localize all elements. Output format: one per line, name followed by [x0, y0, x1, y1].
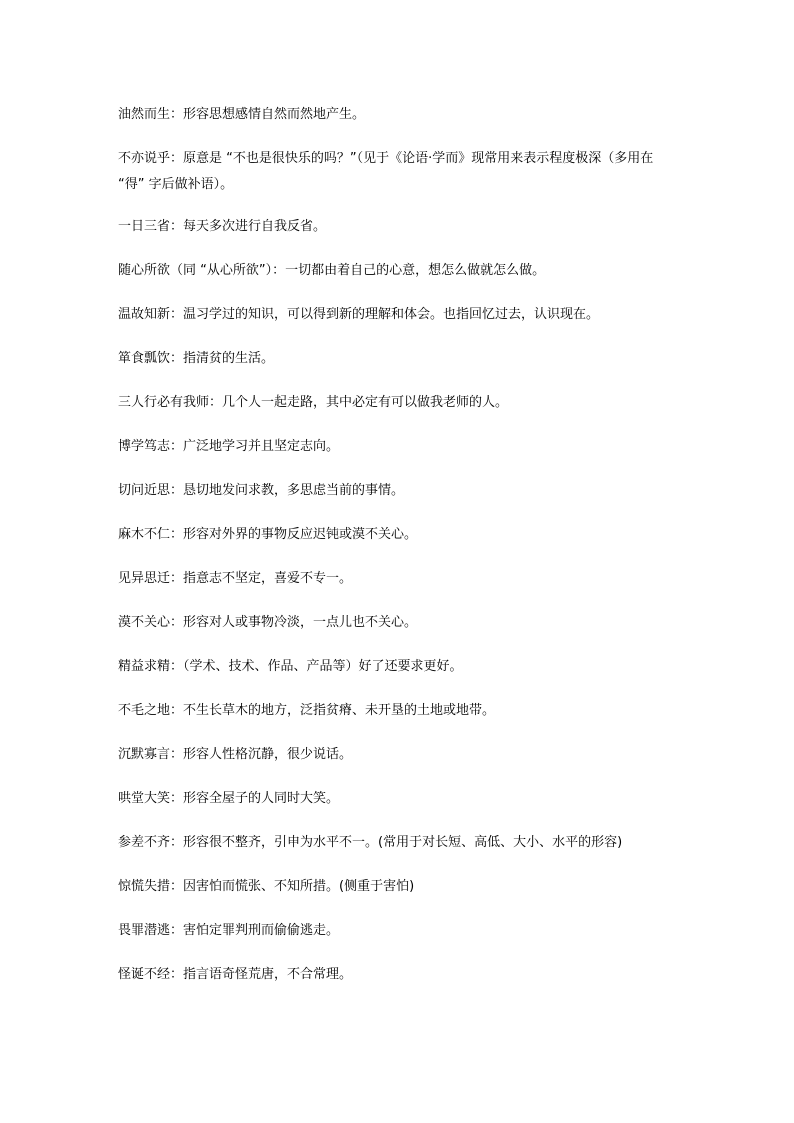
- idiom-entry: 沉默寡言：形容人性格沉静，很少说话。: [118, 747, 353, 762]
- idiom-entry: 博学笃志：广泛地学习并且坚定志向。: [118, 439, 340, 454]
- idiom-entry: 随心所欲（同 “从心所欲”）：一切都由着自己的心意，想怎么做就怎么做。: [118, 263, 546, 278]
- idiom-entry: 怪诞不经：指言语奇怪荒唐，不合常理。: [118, 967, 353, 982]
- idiom-entry: 温故知新：温习学过的知识，可以得到新的理解和体会。也指回忆过去，认识现在。: [118, 307, 600, 322]
- idiom-entry: 箪食瓢饮：指清贫的生活。: [118, 351, 275, 366]
- idiom-entry: 麻木不仁：形容对外界的事物反应迟钝或漠不关心。: [118, 527, 418, 542]
- idiom-entry: 哄堂大笑：形容全屋子的人同时大笑。: [118, 791, 340, 806]
- idiom-entry: 不毛之地：不生长草木的地方，泛指贫瘠、未开垦的土地或地带。: [118, 703, 496, 718]
- idiom-entry: 切问近思：恳切地发问求教，多思虑当前的事情。: [118, 483, 405, 498]
- idiom-entry: 不亦说乎：原意是 “不也是很快乐的吗？”（见于《论语·学而》现常用来表示程度极深（多用在 “得” 字后做补语）。: [118, 151, 654, 192]
- idiom-entry: 油然而生：形容思想感情自然而然地产生。: [118, 107, 366, 122]
- idiom-entry: 精益求精：（学术、技术、作品、产品等）好了还要求更好。: [118, 659, 463, 674]
- idiom-entry: 见异思迁：指意志不坚定，喜爱不专一。: [118, 571, 353, 586]
- idiom-entry: 畏罪潜逃：害怕定罪判刑而偷偷逃走。: [118, 923, 340, 938]
- idiom-entry: 参差不齐：形容很不整齐，引申为水平不一。(常用于对长短、高低、大小、水平的形容): [118, 835, 623, 850]
- idiom-entry: 惊慌失措：因害怕而慌张、不知所措。(侧重于害怕): [118, 879, 415, 894]
- idiom-entry: 一日三省：每天多次进行自我反省。: [118, 219, 327, 234]
- idiom-entry: 漠不关心：形容对人或事物冷淡，一点儿也不关心。: [118, 615, 418, 630]
- idiom-list: [118, 104, 678, 1008]
- idiom-entry: 三人行必有我师：几个人一起走路，其中必定有可以做我老师的人。: [118, 395, 509, 410]
